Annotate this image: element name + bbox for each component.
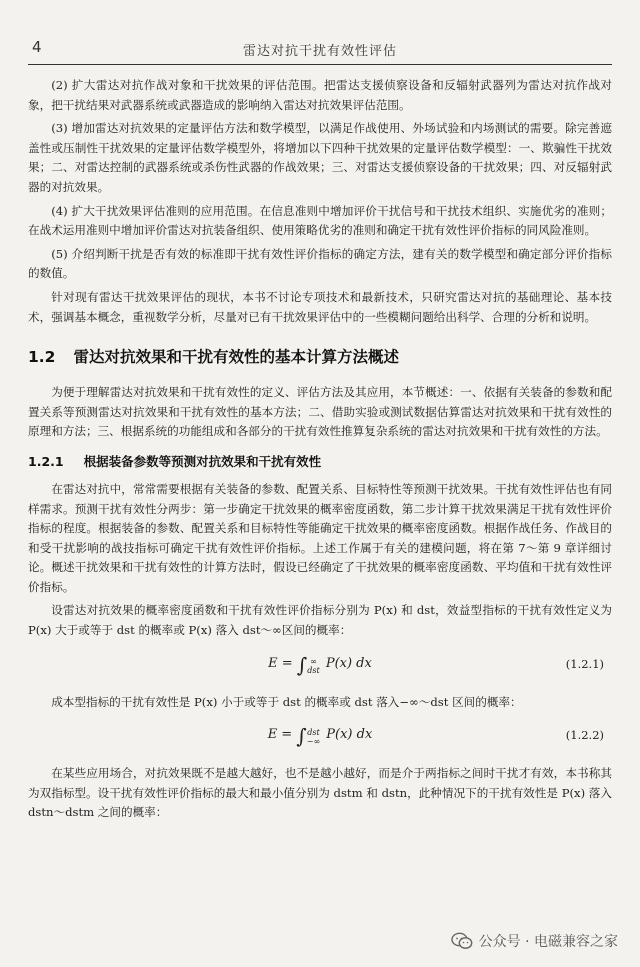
formula-integrand: P(x) dx [326, 727, 373, 743]
paragraph-benefit-definition: 设雷达对抗效果的概率密度函数和干扰有效性评价指标分别为 P(x) 和 dst，效益型指标的干扰有效性定义为 P(x) 大于或等于 dst 的概率或 P(x) 落入 dst～∞区间的概率： [28, 603, 612, 638]
paragraph-cost-definition: 成本型指标的干扰有效性是 P(x) 小于或等于 dst 的概率或 dst 落入−∞～dst 区间的概率： [51, 694, 522, 709]
integral-sign: ∫ [296, 724, 307, 749]
formula-lhs: E = [268, 655, 293, 671]
header-rule [28, 64, 612, 65]
running-title: 雷达对抗干扰有效性评估 [242, 44, 397, 59]
section-intro: 为便于理解雷达对抗效果和干扰有效性的定义、评估方法及其应用，本节概述：一、依据有关装备的参数和配置关系等预测雷达对抗效果和干扰有效性的基本方法；二、借助实验或测试数据估算雷达对抗效果和干扰有效性的原理和方法；三、根据系统的功能组成和各部分的干扰有效性推算复杂系统的雷达对抗效果和干扰有效性的方法。 [28, 385, 612, 439]
paragraph-item-5: (5) 介绍判断干扰是否有效的标准即干扰有效性评价指标的确定方法，建有关的数学模型和确定部分评价指标的数值。 [28, 246, 612, 281]
watermark [451, 931, 618, 951]
wechat-icon [451, 932, 473, 950]
subsection-heading-1-2-1 [28, 452, 612, 470]
page-number: 4 [32, 38, 42, 56]
paragraph-item-4: (4) 扩大干扰效果评估准则的应用范围。在信息准则中增加评价干扰信号和干扰技术组织、实施优劣的准则；在战术运用准则中增加评价雷达对抗装备组织、使用策略优劣的准则和确定干扰有效性评价指标的同风险准则。 [28, 203, 612, 238]
integral-upper-limit: ∞ [310, 656, 317, 666]
paragraph-item-2: (2) 扩大雷达对抗作战对象和干扰效果的评估范围。把雷达支援侦察设备和反辐射武器列为雷达对抗作战对象，把干扰结果对武器系统或武器造成的影响纳入雷达对抗效果评估范围。 [28, 78, 612, 112]
formula-1-2-2 [28, 716, 612, 758]
paragraph-item-3: (3) 增加雷达对抗效果的定量评估方法和数学模型，以满足作战使用、外场试验和内场测试的需要。除完善遮盖性或压制性干扰效果的定量评估数学模型外，将增加以下四种干扰效果的定量评估数学模型：一、欺骗性干扰效果；二、对雷达控制的武器系统或杀伤性武器的作战效果；三、对雷达支援侦察设备的干扰效果；四、对反辐射武器的对抗效果。 [28, 121, 612, 194]
equation-number: (1.2.1) [565, 656, 604, 671]
integral-lower-limit: −∞ [306, 737, 321, 747]
formula-1-2-1 [28, 645, 612, 687]
page-header [28, 38, 612, 68]
watermark-text: 公众号 · 电磁兼容之家 [478, 934, 618, 950]
subsection-number: 1.2.1 [28, 453, 64, 469]
page-body [28, 76, 612, 827]
formula-lhs: E = [267, 727, 293, 743]
equation-number: (1.2.2) [565, 728, 604, 743]
section-title: 雷达对抗效果和干扰有效性的基本计算方法概述 [73, 348, 399, 367]
formula-integrand: P(x) dx [325, 655, 372, 671]
integral-upper-limit: dst [307, 728, 320, 738]
paragraph-dual-indicator: 在某些应用场合，对抗效果既不是越大越好，也不是越小越好，而是介于两指标之间时干扰才有效，本书称其为双指标型。设干扰有效性评价指标的最大和最小值分别为 dstm 和 dstn，此种情况下的干扰有效性是 P(x) 落入 dstn～dstm 之间的概率： [28, 766, 612, 820]
subsection-title: 根据装备参数等预测对抗效果和干扰有效性 [83, 453, 322, 469]
section-number: 1.2 [28, 348, 56, 367]
integral-sign: ∫ [296, 652, 308, 677]
integral-lower-limit: dst [307, 665, 320, 675]
paragraph-prediction: 在雷达对抗中，常常需要根据有关装备的参数、配置关系、目标特性等预测干扰效果。干扰有效性评估也有同样需求。预测干扰有效性分两步：第一步确定干扰效果的概率密度函数，第二步计算干扰效果满足干扰有效性评价指标的程度。根据装备的参数、配置关系和目标特性等能确定干扰效果的概率密度函数。根据作战任务、作战目的和受干扰影响的战技指标可确定干扰有效性评价指标。上述工作属于有关的建模问题，将在第 7～第 9 章详细讨论。概述干扰效果和干扰有效性的计算方法时，假设已经确定了干扰效果的概率密度函数、平均值和干扰有效性评价指标。 [28, 481, 612, 594]
section-heading-1-2 [28, 345, 612, 367]
paragraph-scope: 针对现有雷达干扰效果评估的现状，本书不讨论专项技术和最新技术，只研究雷达对抗的基础理论、基本技术，强调基本概念，重视数学分析，尽量对已有干扰效果评估中的一些模糊问题给出科学、合理的分析和说明。 [28, 289, 612, 324]
